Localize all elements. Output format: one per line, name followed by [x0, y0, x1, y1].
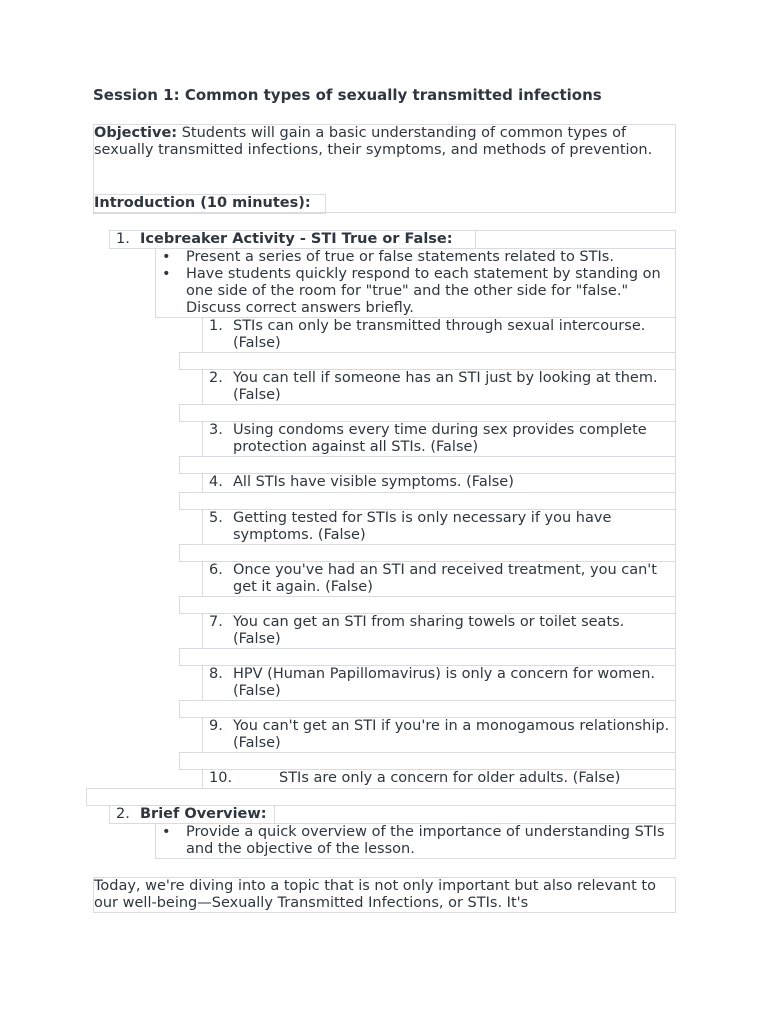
statement-item [202, 509, 676, 545]
statement-number: 1. [209, 318, 223, 334]
objective-paragraph [94, 125, 671, 159]
spacer-row [179, 648, 676, 666]
statement-number: 7. [209, 614, 223, 630]
introduction-heading: Introduction (10 minutes): [93, 194, 326, 214]
spacer-row [86, 788, 676, 806]
section-2-heading: Brief Overview: [140, 806, 267, 822]
bullet-icon: • [162, 824, 171, 840]
statement-text: HPV (Human Papillomavirus) is only a concern for women. (False) [233, 666, 655, 699]
spacer-row [179, 544, 676, 562]
session-title: Session 1: Common types of sexually transmitted infections [93, 86, 602, 104]
statement-text: You can tell if someone has an STI just by looking at them. (False) [233, 370, 658, 403]
spacer-row [179, 492, 676, 510]
statement-number: 2. [209, 370, 223, 386]
objective-block [93, 124, 676, 213]
section-2-bullets [155, 823, 676, 859]
statement-number: 8. [209, 666, 223, 682]
statement-number: 9. [209, 718, 223, 734]
statement-text: You can get an STI from sharing towels or toilet seats. (False) [233, 614, 625, 647]
objective-text: Students will gain a basic understanding of common types of sexually transmitted infections, their symptoms, and methods of prevention. [94, 125, 653, 158]
statement-number: 3. [209, 422, 223, 438]
spacer-row [179, 752, 676, 770]
bullet-icon: • [162, 266, 171, 282]
section-1-heading: Icebreaker Activity - STI True or False: [140, 231, 453, 247]
statement-text: All STIs have visible symptoms. (False) [233, 474, 514, 490]
objective-label: Objective: [94, 125, 178, 141]
statement-text: STIs can only be transmitted through sexual intercourse. (False) [233, 318, 646, 351]
section-1-number: 1. [116, 231, 130, 247]
statement-item [202, 369, 676, 405]
statement-number: 6. [209, 562, 223, 578]
section-2-heading-box [109, 805, 275, 824]
statement-number: 4. [209, 474, 223, 490]
statement-item [202, 769, 676, 789]
statement-text: Once you've had an STI and received treatment, you can't get it again. (False) [233, 562, 657, 595]
statement-text: You can't get an STI if you're in a monogamous relationship. (False) [233, 718, 670, 751]
spacer-row [179, 456, 676, 474]
statement-item [202, 613, 676, 649]
statement-text: Using condoms every time during sex provides complete protection against all STIs. (False) [233, 422, 647, 455]
statement-text: STIs are only a concern for older adults. (False) [279, 770, 621, 786]
statement-number: 10. [209, 770, 233, 786]
spacer-row [179, 404, 676, 422]
statement-item [202, 473, 676, 493]
spacer-row [179, 700, 676, 718]
statement-item [202, 665, 676, 701]
statement-item [202, 717, 676, 753]
section-2-number: 2. [116, 806, 130, 822]
statement-item [202, 561, 676, 597]
spacer-row [179, 352, 676, 370]
section-1-bullets [155, 248, 676, 318]
bullet-text: Have students quickly respond to each statement by standing on one side of the room for "true" and the other side for "false." Discuss correct answers briefly. [186, 266, 661, 316]
statement-number: 5. [209, 510, 223, 526]
statement-text: Getting tested for STIs is only necessary if you have symptoms. (False) [233, 510, 612, 543]
bullet-icon: • [162, 249, 171, 265]
spacer-row [179, 596, 676, 614]
section-1-heading-box [109, 230, 476, 249]
bullet-text: Present a series of true or false statements related to STIs. [186, 249, 614, 265]
bullet-text: Provide a quick overview of the importance of understanding STIs and the objective of the lesson. [186, 824, 665, 857]
statement-item [202, 421, 676, 457]
statement-item [202, 317, 676, 353]
closing-paragraph: Today, we're diving into a topic that is not only important but also relevant to our well-being—Sexually Transmitted Infections, or STIs. It's [93, 877, 676, 913]
